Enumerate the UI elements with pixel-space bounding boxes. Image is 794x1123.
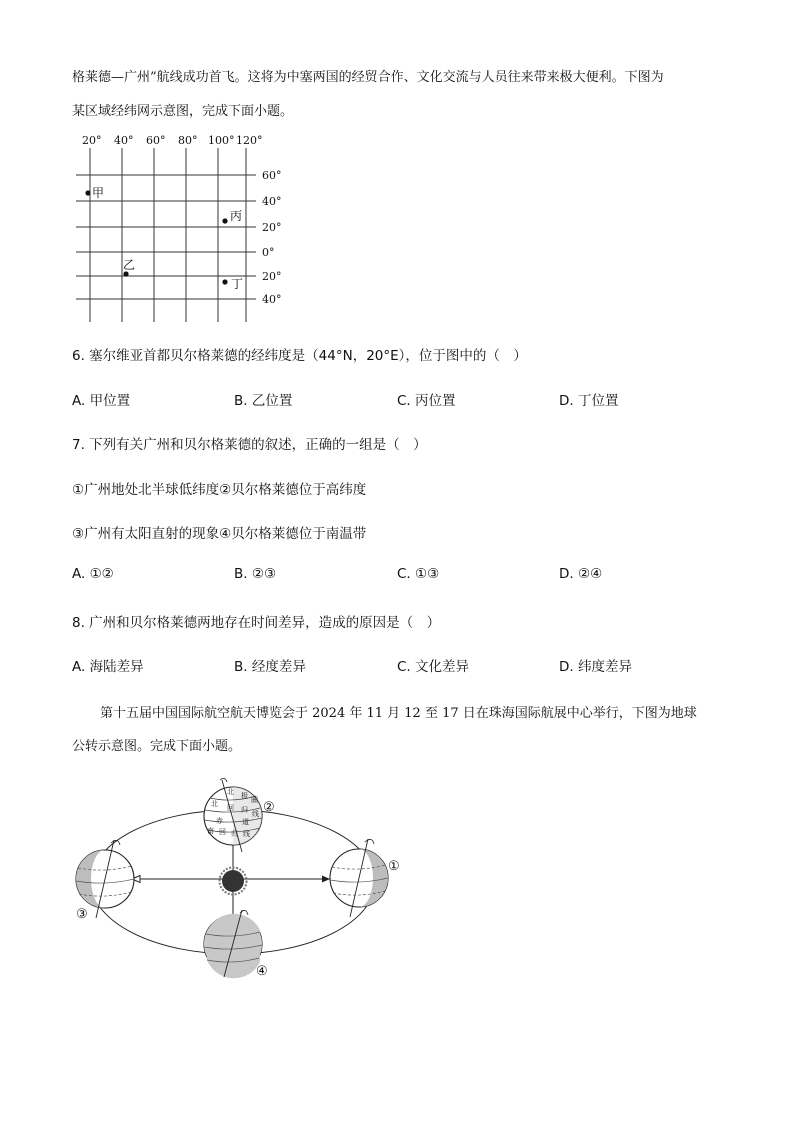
globe2-label: 道 xyxy=(242,818,249,826)
q7-option-c: C. ①③ xyxy=(397,566,440,582)
q7-option-d: D. ②④ xyxy=(559,566,603,582)
position-4-label: ④ xyxy=(256,964,268,979)
position-3-label: ③ xyxy=(76,907,88,922)
lat-label: 0° xyxy=(262,246,275,259)
q8-option-d: D. 纬度差异 xyxy=(559,659,632,675)
lon-label: 120° xyxy=(236,134,263,147)
q7-option-a: A. ①② xyxy=(72,566,114,582)
globe2-label: 回 xyxy=(219,828,226,836)
question-6-stem: 6. 塞尔维亚首都贝尔格莱德的经纬度是（44°N，20°E），位于图中的（ ） xyxy=(72,348,527,364)
globe-position-1 xyxy=(330,839,388,917)
question-7-statement-1: ①广州地处北半球低纬度②贝尔格莱德位于高纬度 xyxy=(72,482,367,498)
globe2-label: 北 xyxy=(211,800,218,808)
intro-text-line-2: 某区域经纬网示意图，完成下面小题。 xyxy=(72,104,294,119)
intro2-text-line-2: 公转示意图。完成下面小题。 xyxy=(72,739,242,754)
q6-option-b: B. 乙位置 xyxy=(234,393,293,409)
point-yi-label: 乙 xyxy=(123,258,136,272)
globe2-label: 极 xyxy=(241,792,248,800)
globe2-label: 南 xyxy=(207,827,214,835)
question-7-stem: 7. 下列有关广州和贝尔格莱德的叙述，正确的一组是（ ） xyxy=(72,437,427,453)
globe2-label: 回 xyxy=(227,804,234,812)
lat-label: 20° xyxy=(262,221,282,234)
q7-option-b: B. ②③ xyxy=(234,566,277,582)
point-bing-label: 丙 xyxy=(230,209,243,223)
point-ding xyxy=(222,279,227,284)
q8-option-b: B. 经度差异 xyxy=(234,659,306,675)
globe-position-2 xyxy=(204,778,262,852)
globe2-label: 归 xyxy=(231,830,238,838)
question-7-statement-2: ③广州有太阳直射的现象④贝尔格莱德位于南温带 xyxy=(72,526,367,542)
globe2-label: 归 xyxy=(241,806,248,814)
lat-lon-grid-map xyxy=(74,132,294,324)
point-bing xyxy=(222,218,227,223)
earth-orbit-diagram xyxy=(70,772,410,987)
intro2-text-line-1: 第十五届中国国际航空航天博览会于 2024 年 11 月 12 至 17 日在珠海国际航展中心举行，下图为地球 xyxy=(100,706,697,721)
lon-label: 20° xyxy=(82,134,102,147)
lat-label: 60° xyxy=(262,169,282,182)
lat-label: 20° xyxy=(262,270,282,283)
sun-icon xyxy=(222,870,244,892)
lat-label: 40° xyxy=(262,195,282,208)
lon-label: 60° xyxy=(146,134,166,147)
q8-option-c: C. 文化差异 xyxy=(397,659,470,675)
globe2-label: 线 xyxy=(243,830,250,838)
q6-option-a: A. 甲位置 xyxy=(72,393,131,409)
question-8-stem: 8. 广州和贝尔格莱德两地存在时间差异，造成的原因是（ ） xyxy=(72,615,441,631)
point-ding-label: 丁 xyxy=(231,277,244,291)
globe2-label: 赤 xyxy=(216,817,223,825)
point-jia-label: 甲 xyxy=(92,186,105,200)
q6-option-c: C. 丙位置 xyxy=(397,393,456,409)
lat-label: 40° xyxy=(262,293,282,306)
point-yi xyxy=(123,271,128,276)
position-2-label: ② xyxy=(263,800,275,815)
lon-label: 80° xyxy=(178,134,198,147)
globe2-label: 圈 xyxy=(251,796,258,804)
globe-position-4 xyxy=(204,910,262,978)
globe2-label: 线 xyxy=(252,810,259,818)
position-1-label: ① xyxy=(388,859,400,874)
q8-option-a: A. 海陆差异 xyxy=(72,659,144,675)
point-jia xyxy=(85,190,90,195)
lon-label: 40° xyxy=(114,134,134,147)
globe2-label: 北 xyxy=(227,788,234,796)
lon-label: 100° xyxy=(208,134,235,147)
intro-text-line-1: 格莱德—广州”航线成功首飞。这将为中塞两国的经贸合作、文化交流与人员往来带来极大便利。下图为 xyxy=(72,70,664,85)
q6-option-d: D. 丁位置 xyxy=(559,393,619,409)
